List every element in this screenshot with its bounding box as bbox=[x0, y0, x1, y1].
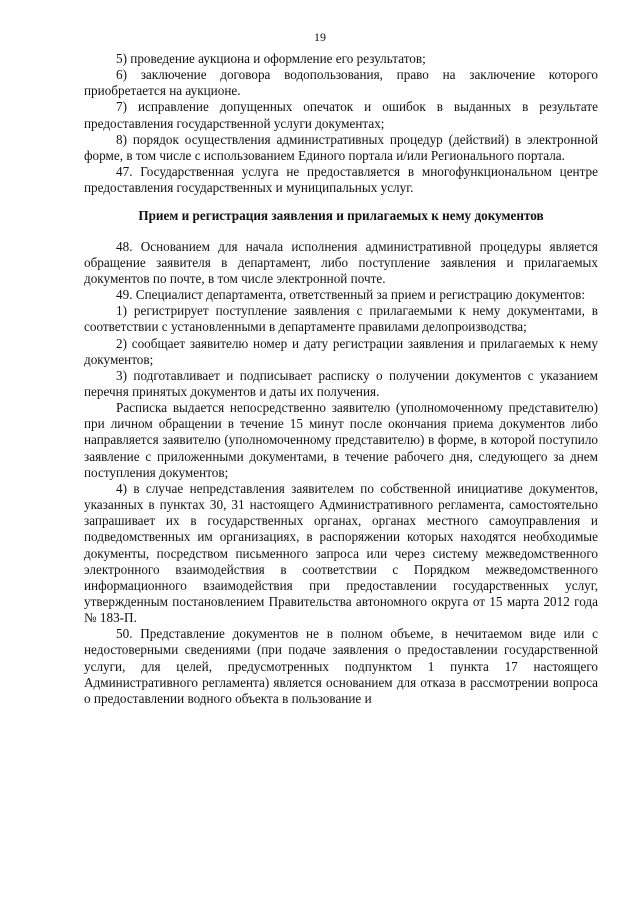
paragraph: 47. Государственная услуга не предоставляется в многофункциональном центре предоставления государственных и муниципальных услуг. bbox=[84, 164, 598, 196]
paragraph: 48. Основанием для начала исполнения административной процедуры является обращение заявителя в департамент, либо поступление заявления и прилагаемых документов по почте, в том числе электронной почте. bbox=[84, 238, 598, 286]
page-number: 19 bbox=[314, 30, 326, 44]
paragraph: 8) порядок осуществления административных процедур (действий) в электронной форме, в том числе с использованием Единого портала и/или Регионального портала. bbox=[84, 131, 598, 163]
paragraph: 1) регистрирует поступление заявления с прилагаемыми к нему документами, в соответствии с установленными в департаменте правилами делопроизводства; bbox=[84, 303, 598, 335]
paragraph: 7) исправление допущенных опечаток и ошибок в выданных в результате предоставления государственной услуги документах; bbox=[84, 99, 598, 131]
paragraph: 4) в случае непредставления заявителем по собственной инициативе документов, указанных в пунктах 30, 31 настоящего Административного регламента, самостоятельно запрашивает их в государственных органах, органах местного самоуправления и подведомственных им организациях, в распоряжении которых находятся необходимые документы, посредством письменного запроса или через систему межведомственного электронного взаимодействия в соответствии с Порядком межведомственного информационного взаимодействия при предоставлении государственных услуг, утвержденным постановлением Правительства автономного округа от 15 марта 2012 года № 183-П. bbox=[84, 480, 598, 626]
paragraph: 50. Представление документов не в полном объеме, в нечитаемом виде или с недостоверными сведениями (при подаче заявления о предоставлении государственной услуги, для целей, предусмотренных подпунктом 1 пункта 17 настоящего Административного регламента) является основанием для отказа в рассмотрении вопроса о предоставлении водного объекта в пользование и bbox=[84, 626, 598, 706]
section-heading: Прием и регистрация заявления и прилагаемых к нему документов bbox=[138, 208, 544, 224]
paragraph: 2) сообщает заявителю номер и дату регистрации заявления и прилагаемых к нему документов; bbox=[84, 335, 598, 367]
paragraph: 49. Специалист департамента, ответственный за прием и регистрацию документов: bbox=[116, 287, 586, 303]
paragraph: Расписка выдается непосредственно заявителю (уполномоченному представителю) при личном обращении в течение 15 минут после окончания приема документов либо направляется заявителю (уполномоченному представителю) в форме, в которой поступило заявление с приложенными документами, в течение рабочего дня, следующего за днем поступления документов; bbox=[84, 400, 598, 480]
paragraph: 3) подготавливает и подписывает расписку о получении документов с указанием перечня принятых документов и даты их получения. bbox=[84, 367, 598, 399]
paragraph: 6) заключение договора водопользования, право на заключение которого приобретается на аукционе. bbox=[84, 67, 598, 99]
document-body bbox=[84, 51, 598, 707]
paragraph: 5) проведение аукциона и оформление его результатов; bbox=[116, 51, 426, 66]
